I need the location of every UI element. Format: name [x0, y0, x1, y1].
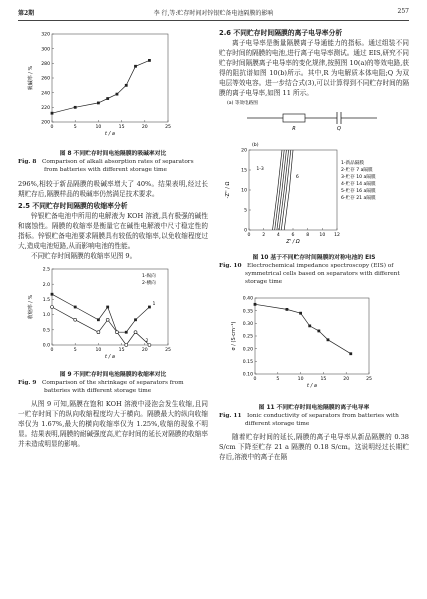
- x-tick-label: 15: [118, 125, 125, 130]
- data-point: [97, 318, 100, 321]
- figure-10-caption-en-text: Electrochemical impedance spectroscopy (EIS) of symmetrical cells based on separators with different storage time: [245, 263, 400, 285]
- data-point: [299, 312, 302, 315]
- series-line: [52, 307, 149, 345]
- x-tick-label: 0: [253, 377, 257, 382]
- paragraph-shrinkage-intro: 锌银贮备电池中所用的电解液为 KOH 溶液,具有极强的碱性和腐蚀性。隔膜的收缩率是衡量它在碱性电解液中尺寸稳定性的指标。锌银贮备电池要求隔膜具有较低的收缩率,以免收缩程度过大,造成电池短路,从而影响电池的性能。: [18, 212, 208, 250]
- figure-11-chart: [219, 290, 409, 400]
- paragraph-shrinkage-ref: 不同贮存时间隔膜的收缩率见图 9。: [31, 252, 137, 260]
- x-tick-label: 10: [95, 125, 102, 130]
- legend-entry: 2-贮存 7 a隔膜: [341, 168, 373, 173]
- curve-label: 2: [145, 339, 149, 344]
- resistor-r-label: R: [292, 126, 296, 132]
- figure-10-label: Fig. 10: [219, 263, 242, 269]
- y-tick-label: 260: [41, 76, 50, 82]
- data-point: [134, 331, 137, 334]
- y-tick-label: 300: [41, 47, 50, 53]
- data-point: [134, 318, 137, 321]
- data-point: [74, 306, 77, 309]
- data-point: [327, 338, 330, 341]
- y-tick-label: 220: [41, 105, 50, 111]
- y-axis-label: -Z'' / Ω: [225, 181, 231, 199]
- figure-9-caption-zh: 图 9 不同贮存时间电池隔膜的收缩率对比: [59, 372, 167, 378]
- paragraph-absorption-result: 296%,相较于新品隔膜的吸碱率增大了 40%。结果表明,经过长期贮存后,隔膜样品的吸碱率仍然满足技术要求。: [18, 180, 208, 198]
- y-tick-label: 0.40: [242, 296, 253, 302]
- data-point: [106, 97, 109, 100]
- data-point: [317, 330, 320, 333]
- x-tick-label: 25: [165, 348, 171, 353]
- resistor-r: [283, 114, 305, 122]
- y-tick-label: 0.15: [242, 359, 253, 365]
- figure-10-caption-en: [219, 262, 409, 286]
- legend-entry: 5-贮存 16 a隔膜: [341, 189, 376, 194]
- x-tick-label: 10: [297, 377, 304, 382]
- running-title: 李 行,等:贮存时间对锌银贮备电池隔膜的影响: [153, 10, 274, 17]
- figure-9-caption-en: [18, 379, 208, 395]
- figure-8-label: Fig. 8: [18, 159, 37, 165]
- x-tick-label: 10: [319, 233, 326, 238]
- y-tick-label: 0.0: [42, 343, 50, 349]
- data-point: [97, 331, 100, 334]
- data-point: [97, 102, 100, 105]
- y-axis-label: σ / (S·cm⁻¹): [231, 321, 237, 351]
- figure-11-caption-en-text: Ionic conductivity of separators from batteries with different storage time: [245, 413, 399, 427]
- series-line: [52, 60, 149, 113]
- data-point: [148, 59, 151, 62]
- data-point: [51, 306, 54, 309]
- y-tick-label: 0: [244, 228, 247, 234]
- y-tick-label: 2.0: [42, 282, 50, 288]
- x-tick-label: 4: [276, 233, 280, 238]
- issue-number: 第2期: [18, 10, 35, 17]
- plot-frame: [255, 298, 369, 374]
- x-tick-label: 5: [276, 377, 280, 382]
- y-tick-label: 0.5: [42, 328, 50, 334]
- y-tick-label: 0.35: [242, 309, 253, 315]
- figure-8-caption-en: [18, 158, 208, 174]
- y-tick-label: 0.10: [242, 372, 253, 378]
- y-axis-label: 吸碱率 / %: [28, 65, 34, 91]
- y-tick-label: 5: [244, 208, 247, 214]
- y-tick-label: 0.25: [242, 334, 253, 340]
- figure-8-chart: [18, 26, 208, 146]
- legend-entry: 1-纵向: [142, 274, 156, 279]
- y-tick-label: 0.20: [242, 347, 253, 353]
- x-tick-label: 6: [291, 233, 295, 238]
- curve-label: 6: [295, 175, 299, 180]
- x-tick-label: 0: [50, 348, 54, 353]
- figure-9-label: Fig. 9: [18, 380, 37, 386]
- x-axis-label: t / a: [307, 383, 317, 389]
- curve-label: 1-3: [256, 167, 264, 172]
- y-tick-label: 200: [41, 120, 50, 126]
- y-tick-label: 0.30: [242, 321, 253, 327]
- legend-entry: 3-贮存 10 a隔膜: [341, 175, 376, 180]
- legend-entry: 6-贮存 21 a隔膜: [341, 196, 376, 201]
- curve-label: 1: [152, 302, 156, 307]
- data-point: [106, 306, 109, 309]
- x-tick-label: 20: [343, 377, 350, 382]
- x-tick-label: 12: [334, 233, 340, 238]
- x-tick-label: 0: [247, 233, 251, 238]
- x-tick-label: 10: [95, 348, 102, 353]
- x-axis-label: t / a: [105, 354, 115, 360]
- figure-10a-label: (a) 等效电路图: [227, 101, 258, 106]
- legend-entry: 1-新品隔膜: [341, 161, 364, 166]
- x-tick-label: 15: [118, 348, 125, 353]
- figure-11-caption-en: [219, 412, 409, 428]
- x-tick-label: 25: [165, 125, 171, 130]
- series-line: [284, 150, 293, 230]
- left-column: [18, 26, 208, 449]
- data-point: [74, 106, 77, 109]
- data-point: [51, 293, 54, 296]
- y-tick-label: 2.5: [42, 267, 50, 273]
- y-tick-label: 320: [41, 32, 50, 38]
- x-tick-label: 8: [306, 233, 310, 238]
- paragraph-shrinkage-result: 从图 9 可知,隔膜在饱和 KOH 溶液中浸泡会发生收缩,且同一贮存时间下的纵向收缩程度均大于横向。隔膜最大的纵向收缩率仅为 1.67%,最大的横向收缩率仅为 1.25%,收缩的现象不明显。结果表明,隔膜的耐碱强度高,贮存时间的延长对隔膜的收缩率并未造成明显的影响。: [18, 400, 208, 448]
- series-line: [255, 304, 351, 353]
- paragraph-conductivity-result: 随着贮存时间的延长,隔膜的离子电导率从新品隔膜的 0.38 S/cm 下降至贮存 21 a 隔膜的 0.18 S/cm。这说明经过长期贮存后,溶液中的离子在隔: [219, 433, 409, 461]
- legend-entry: 2-横向: [142, 281, 156, 286]
- x-tick-label: 20: [141, 348, 148, 353]
- figure-9-chart: [18, 263, 208, 367]
- figure-8-caption-en-text: Comparison of alkali absorption rates of separators from batteries with different storage time: [41, 159, 194, 173]
- running-header: [18, 6, 409, 18]
- data-point: [116, 93, 119, 96]
- data-point: [286, 308, 289, 311]
- x-tick-label: 20: [141, 125, 148, 130]
- figure-10b-chart: [219, 136, 409, 250]
- y-tick-label: 20: [241, 148, 247, 154]
- plot-frame: [249, 150, 337, 230]
- figure-11-label: Fig. 11: [219, 413, 242, 419]
- x-axis-label: Z' / Ω: [286, 239, 300, 245]
- data-point: [125, 344, 128, 347]
- figure-9-caption-en-text: Comparison of the shrinkage of separators from batteries with different storage time: [41, 380, 184, 394]
- figure-10a-circuit: [219, 98, 409, 132]
- data-point: [51, 112, 54, 115]
- section-2-6-heading: 2.6 不同贮存时间隔膜的离子电导率分析: [219, 29, 343, 37]
- data-point: [106, 318, 109, 321]
- data-point: [115, 331, 118, 334]
- page-number: 257: [397, 8, 409, 15]
- y-tick-label: 1.5: [42, 298, 50, 303]
- x-tick-label: 5: [73, 125, 77, 130]
- series-line: [52, 294, 149, 332]
- figure-10b-label: (b): [252, 143, 259, 148]
- y-tick-label: 15: [241, 168, 247, 174]
- y-tick-label: 10: [241, 188, 247, 194]
- data-point: [308, 324, 311, 327]
- cpe-q-label: Q: [337, 126, 341, 132]
- x-axis-label: t / a: [105, 131, 115, 137]
- x-tick-label: 2: [262, 233, 266, 238]
- data-point: [125, 331, 128, 334]
- y-tick-label: 280: [41, 61, 50, 67]
- x-tick-label: 5: [73, 348, 77, 353]
- figure-10-caption-zh: 图 10 基于不同贮存时间隔膜的对称电池的 EIS: [252, 255, 376, 261]
- data-point: [125, 84, 128, 87]
- x-tick-label: 15: [320, 377, 327, 382]
- series-line: [277, 150, 287, 230]
- data-point: [148, 306, 151, 309]
- data-point: [74, 318, 77, 321]
- right-column: [219, 26, 409, 462]
- header-rule: [18, 20, 409, 21]
- section-2-5-heading: 2.5 不同贮存时间隔膜的收缩率分析: [18, 202, 128, 210]
- data-point: [349, 352, 352, 355]
- data-point: [134, 65, 137, 68]
- legend-entry: 4-贮存 14 a隔膜: [341, 182, 376, 187]
- figure-8-caption-zh: 图 8 不同贮存时间电池隔膜的吸碱率对比: [59, 151, 167, 157]
- data-point: [254, 303, 257, 306]
- figure-11-caption-zh: 图 11 不同贮存时间电池隔膜的离子电导率: [258, 405, 370, 411]
- y-tick-label: 240: [41, 91, 50, 97]
- y-axis-label: 收缩率 / %: [28, 294, 34, 320]
- paragraph-conductivity-intro: 离子电导率是衡量隔膜离子导通能力的指标。通过组装不同贮存时间的隔膜的电池,进行离子电导率测试。通过 EIS,研究不同贮存时间隔膜离子电导率的变化规律,按照图 10(a)的等效电路,获得的阻抗谱如图 10(b)所示。其中,R 为电解质本体电阻;Q 为双电层等效电容。进一步结合式(3),可以计算得到不同贮存时间的隔膜的离子电导率,如图 11 所示。: [219, 39, 409, 97]
- y-tick-label: 1.0: [42, 313, 50, 319]
- x-tick-label: 25: [366, 377, 372, 382]
- x-tick-label: 0: [50, 125, 54, 130]
